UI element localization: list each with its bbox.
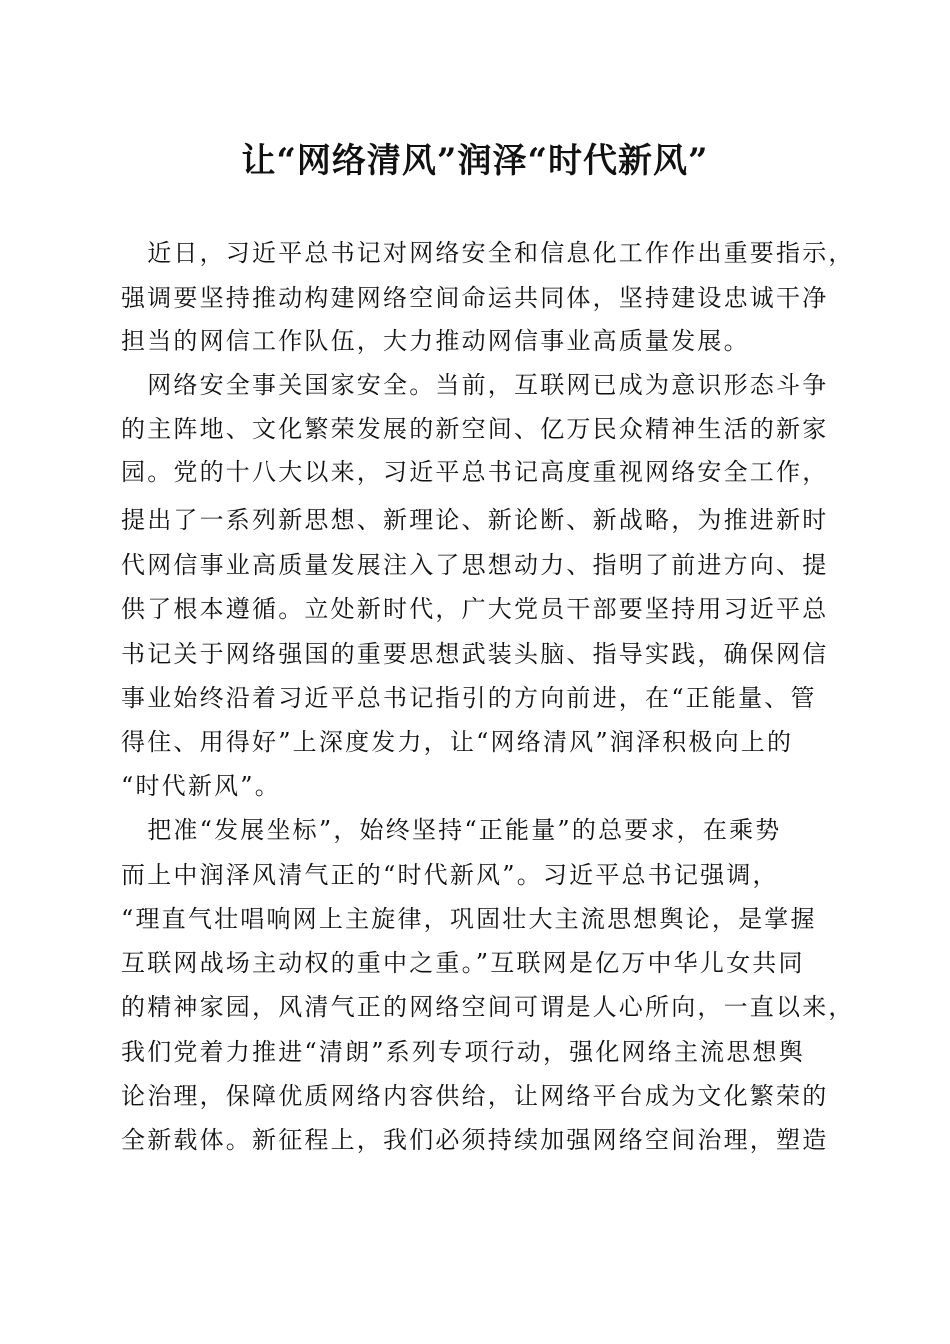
body-line: 担当的网信工作队伍，大力推动网信事业高质量发展。: [121, 327, 750, 355]
body-line: 供了根本遵循。立处新时代，广大党员干部要坚持用习近平总: [121, 595, 829, 623]
body-line: 网络安全事关国家安全。当前，互联网已成为意识形态斗争: [121, 371, 829, 399]
body-line: “时代新风”。: [121, 772, 281, 800]
document-title: 让“网络清风”润泽“时代新风”: [241, 141, 709, 181]
body-line: 把准“发展坐标”，始终坚持“正能量”的总要求，在乘势: [121, 816, 782, 844]
body-line: 的主阵地、文化繁荣发展的新空间、亿万民众精神生活的新家: [121, 415, 829, 443]
body-line: 的精神家园，风清气正的网络空间可谓是人心所向，一直以来，: [121, 993, 855, 1021]
body-line: 全新载体。新征程上，我们必须持续加强网络空间治理，塑造: [121, 1126, 829, 1154]
body-line: 互联网战场主动权的重中之重。”互联网是亿万中华儿女共同: [121, 949, 805, 977]
body-line: 而上中润泽风清气正的“时代新风”。习近平总书记强调，: [121, 861, 779, 889]
body-line: 我们党着力推进“清朗”系列专项行动，强化网络主流思想舆: [121, 1038, 805, 1066]
body-line: 得住、用得好”上深度发力，让“网络清风”润泽积极向上的: [121, 728, 794, 756]
body-line: 强调要坚持推动构建网络空间命运共同体，坚持建设忠诚干净: [121, 284, 829, 312]
body-line: 提出了一系列新思想、新理论、新论断、新战略，为推进新时: [121, 506, 829, 534]
body-line: 书记关于网络强国的重要思想武装头脑、指导实践，确保网信: [121, 640, 829, 668]
body-line: 近日，习近平总书记对网络安全和信息化工作作出重要指示，: [121, 239, 855, 267]
body-line: 代网信事业高质量发展注入了思想动力、指明了前进方向、提: [121, 551, 829, 579]
body-line: 论治理，保障优质网络内容供给，让网络平台成为文化繁荣的: [121, 1082, 829, 1110]
body-line: “理直气壮唱响网上主旋律，巩固壮大主流思想舆论，是掌握: [121, 905, 817, 933]
body-line: 园。党的十八大以来，习近平总书记高度重视网络安全工作，: [121, 458, 829, 486]
body-line: 事业始终沿着习近平总书记指引的方向前进，在“正能量、管: [121, 684, 817, 712]
